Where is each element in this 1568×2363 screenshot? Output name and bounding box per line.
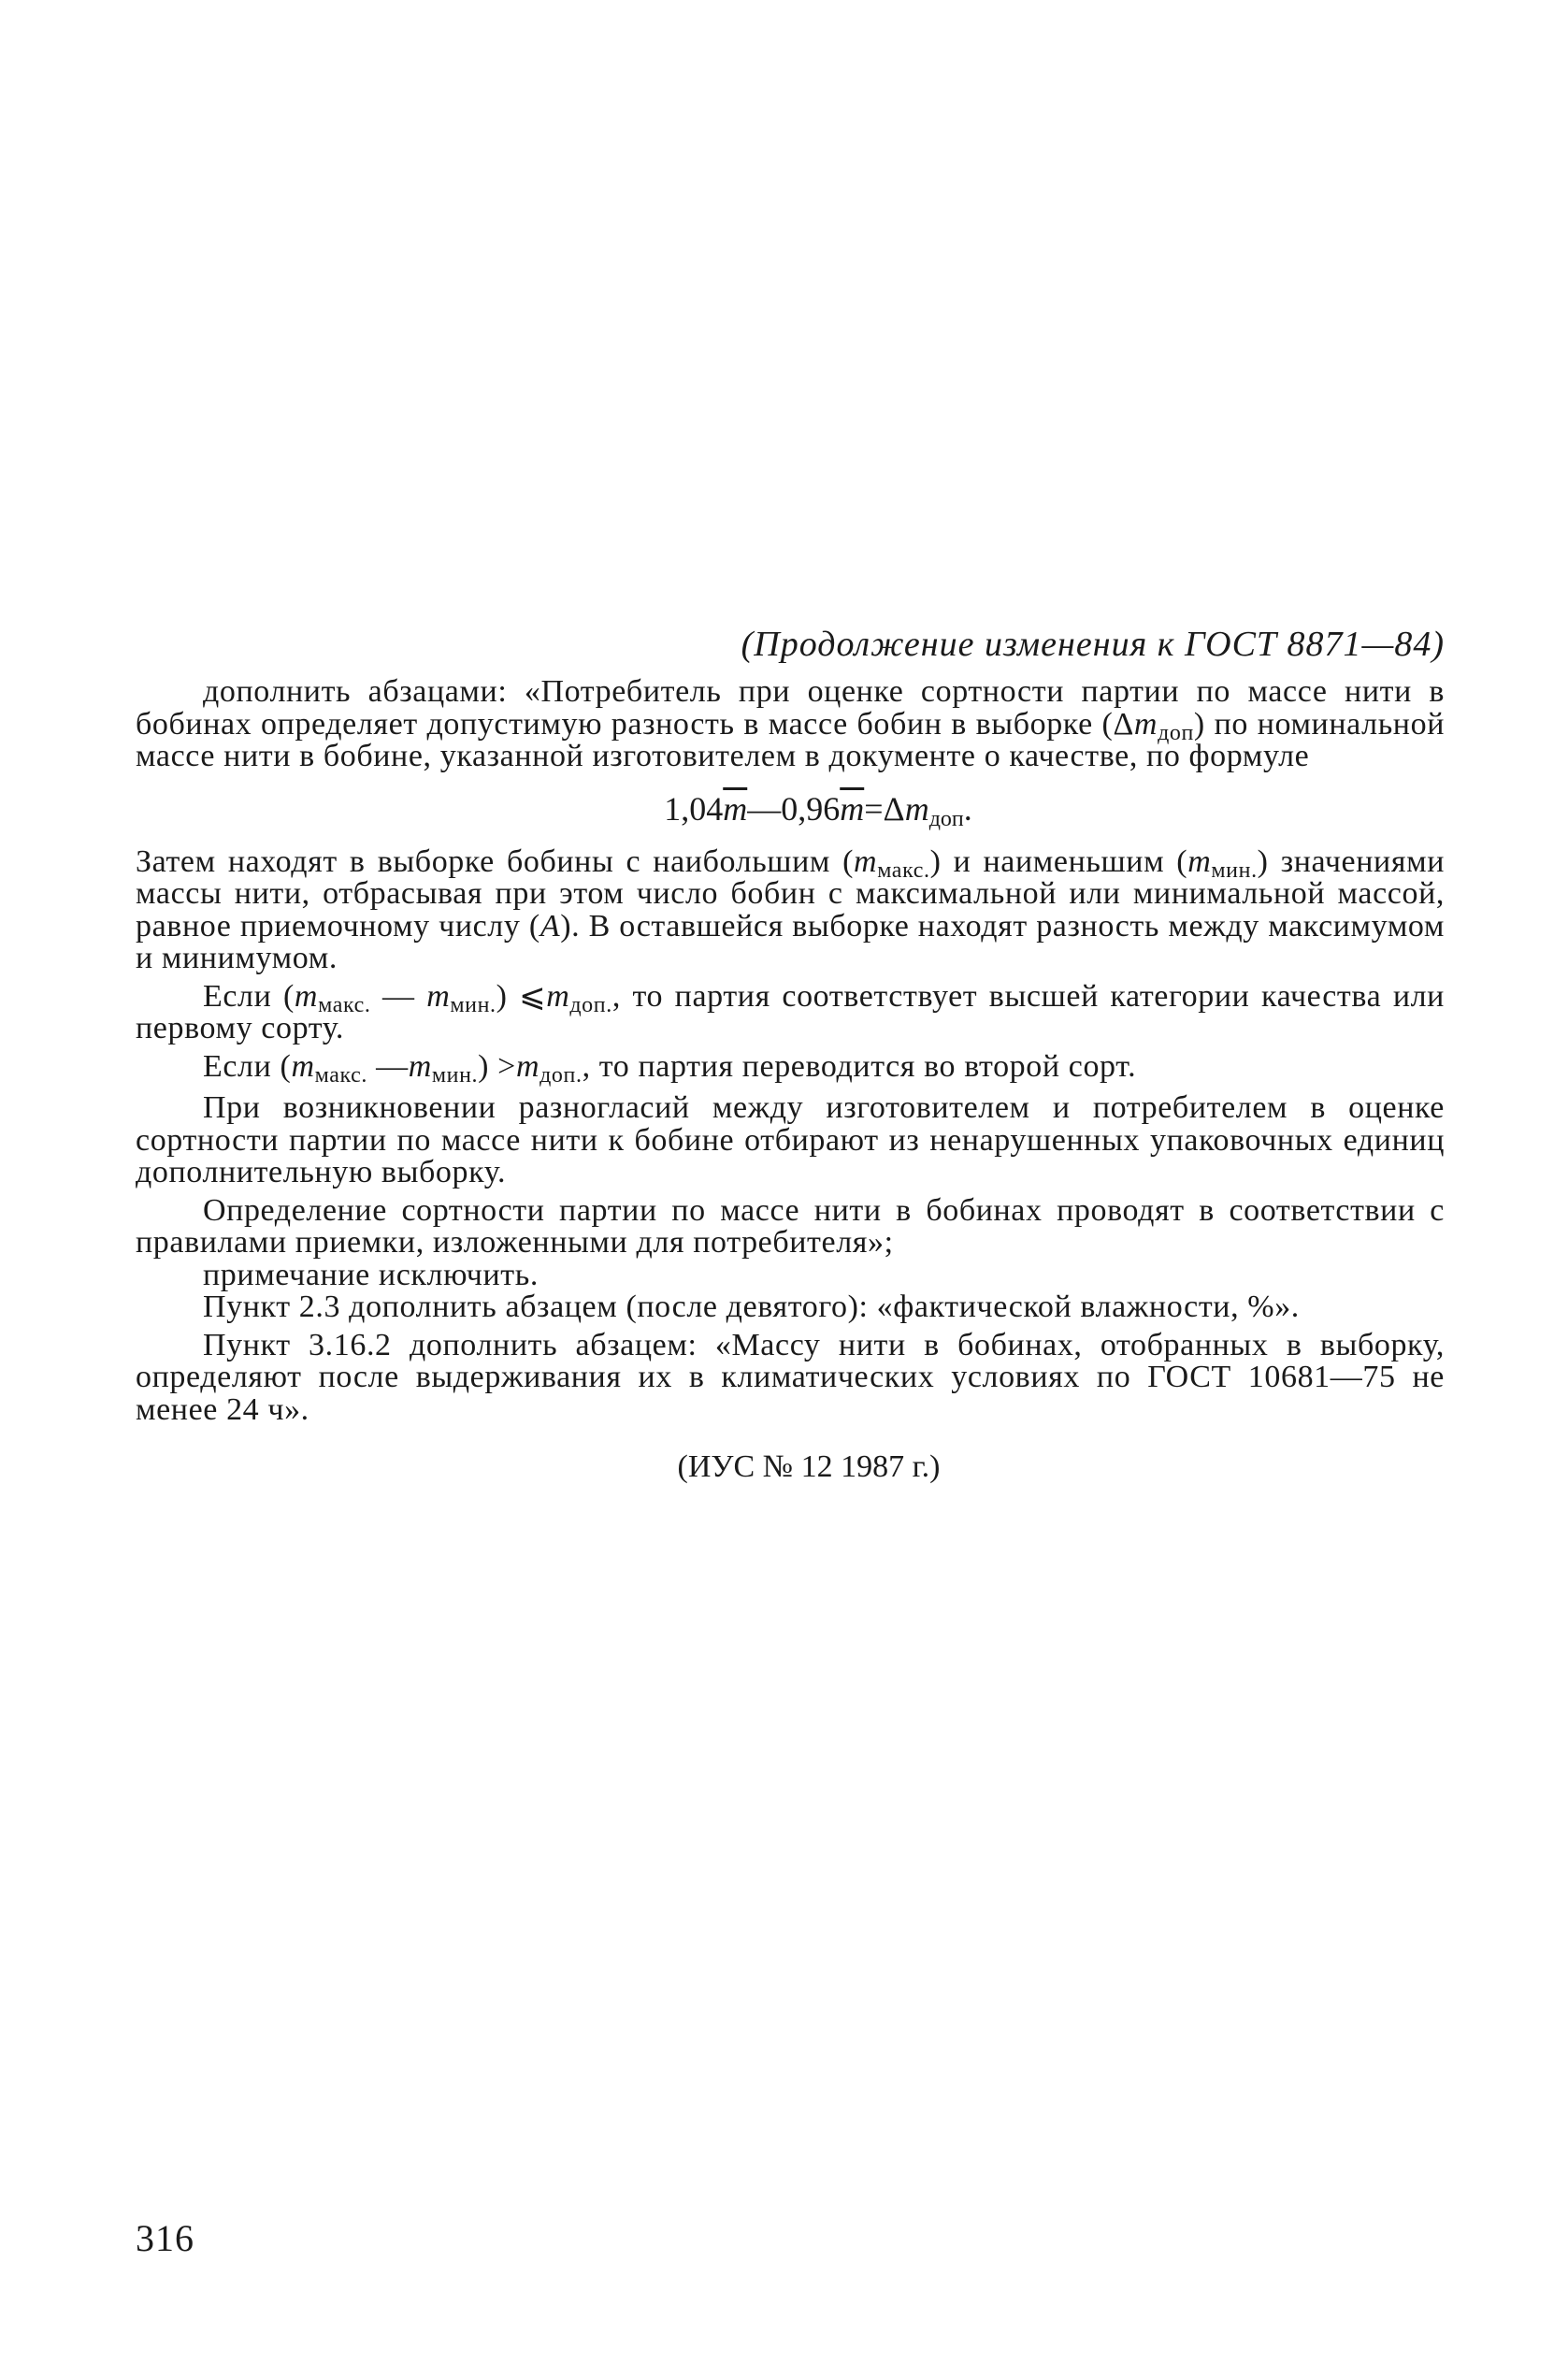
symbol: m: [1187, 843, 1212, 879]
paragraph-disagreement: При возникновении разногласий между изготовителем и потребителем в оценке сортности партии по массе нити к бобине отбирают из ненарушенных упаковочных единиц дополнительную выборку.: [136, 1090, 1445, 1189]
text: Затем находят в выборке бобины с наибольшим (: [136, 843, 855, 879]
text: ) >: [478, 1048, 516, 1084]
text: , то партия соответствует высшей категории качества или первому сорту.: [136, 978, 1445, 1045]
text: ) по номинальной массе нити в бобине, указанной изготовителем в документе о качестве, по формуле: [136, 706, 1446, 773]
text: , то партия переводится во второй сорт.: [582, 1048, 1137, 1084]
symbol: m: [291, 1048, 315, 1084]
formula: [136, 788, 1445, 829]
paragraph-condition-1: [136, 978, 1445, 1045]
text: Если (: [203, 1048, 292, 1084]
page-number: 316: [136, 2217, 194, 2259]
subscript: мин.: [1211, 857, 1258, 883]
subscript: доп.: [539, 1062, 583, 1088]
subscript: макс.: [877, 857, 930, 883]
text: —: [370, 978, 427, 1014]
formula-part: —0,96: [747, 789, 841, 828]
symbol: m: [408, 1048, 432, 1084]
symbol: m: [1133, 706, 1158, 742]
symbol: m: [854, 843, 878, 879]
document-header: (Продолжение изменения к ГОСТ 8871—84): [741, 625, 1445, 664]
symbol: А: [539, 908, 561, 944]
subscript: макс.: [318, 992, 371, 1017]
formula-part: 1,04: [664, 789, 724, 828]
formula-part: .: [963, 789, 972, 828]
document-page: [136, 622, 1445, 1488]
source-reference: (ИУС № 12 1987 г.): [677, 1449, 941, 1484]
paragraph-condition-2: [136, 1048, 1445, 1088]
paragraph-item-3-16-2: Пункт 3.16.2 дополнить абзацем: «Массу нити в бобинах, отобранных в выборку, определяют после выдерживания их в климатических условиях по ГОСТ 10681—75 не менее 24 ч».: [136, 1327, 1445, 1427]
formula-symbol: $\overline{m}$: [840, 789, 865, 828]
text: ) и наименьшим (: [929, 843, 1188, 879]
subscript: мин.: [431, 1062, 479, 1088]
subscript: доп: [928, 806, 964, 831]
symbol: m: [426, 978, 451, 1014]
formula-symbol: $\overline{m}$: [723, 789, 748, 828]
text: ) ⩽: [496, 978, 547, 1014]
symbol: Δ: [1113, 706, 1134, 742]
formula-symbol: m: [904, 789, 929, 828]
text: дополнить абзацами: «Потребитель при оценке сортности партии по массе нити в бобинах определяет допустимую разность в массе бобин в выборке (: [136, 674, 1445, 742]
paragraph-item-2-3: Пункт 2.3 дополнить абзацем (после девятого): «фактической влажности, %».: [203, 1290, 1300, 1324]
text: Если (: [203, 978, 295, 1014]
paragraph-determination: Определение сортности партии по массе нити в бобинах проводят в соответствии с правилами приемки, изложенными для потребителя»;: [136, 1192, 1445, 1260]
subscript: доп: [1158, 720, 1194, 745]
symbol: m: [515, 1048, 540, 1084]
subscript: макс.: [314, 1062, 367, 1088]
symbol: m: [294, 978, 319, 1014]
symbol: m: [546, 978, 570, 1014]
paragraph-selection: [136, 843, 1446, 975]
subscript: доп.: [569, 992, 612, 1017]
formula-part: =Δ: [864, 789, 905, 828]
text: ) значениями массы нити, отбрасывая при этом число бобин с максимальной или минимальной массой, равное приемочному числу (: [136, 843, 1445, 944]
paragraph-note: примечание исключить.: [203, 1257, 539, 1292]
paragraph-intro: [136, 676, 1445, 773]
text: ). В оставшейся выборке находят разность между максимумом и минимумом.: [136, 908, 1446, 975]
text: —: [367, 1048, 409, 1084]
subscript: мин.: [450, 992, 496, 1017]
